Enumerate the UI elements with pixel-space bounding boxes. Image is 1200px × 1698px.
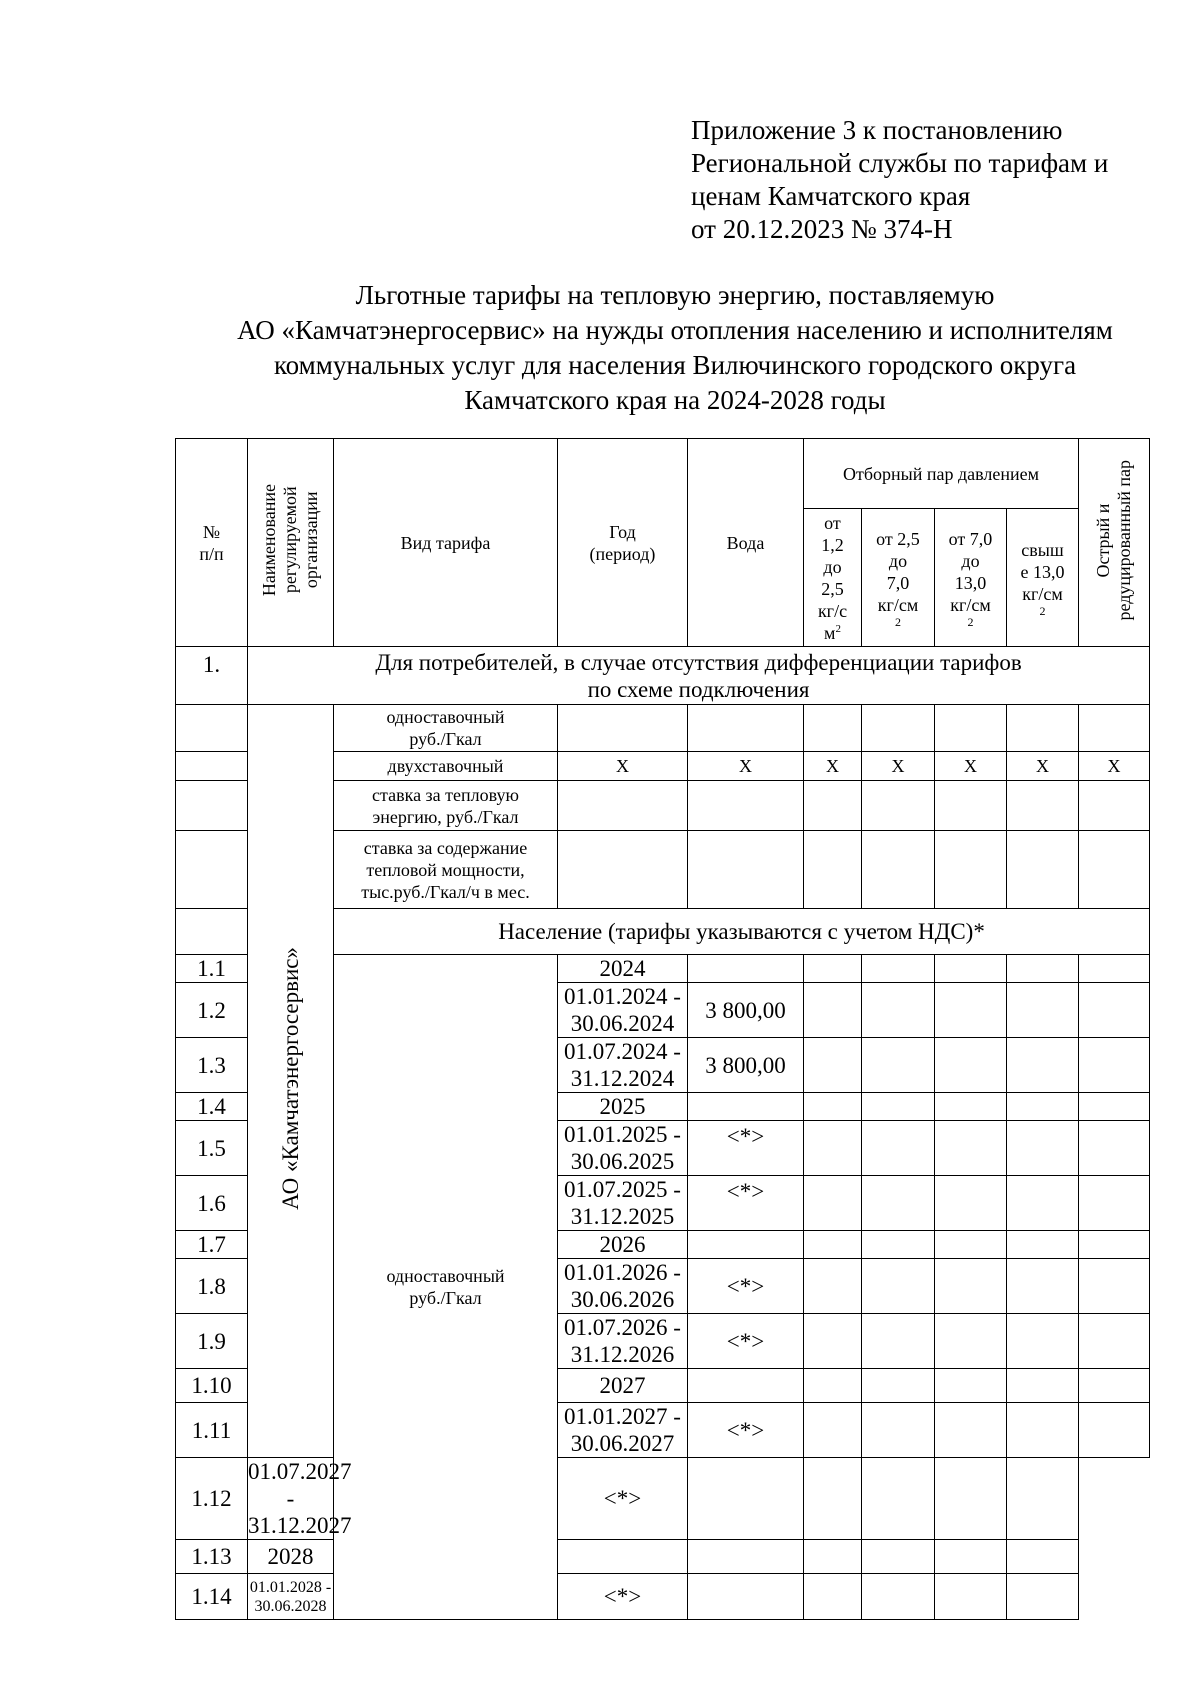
row-num: 1.6 — [176, 1176, 248, 1231]
section-title-line: по схеме подключения — [587, 676, 810, 702]
p2-line: от 2,5 — [876, 528, 920, 549]
row-period — [248, 1458, 352, 1540]
period-line: 31.12.2027 — [248, 1513, 352, 1538]
period-line: 30.06.2025 — [570, 1149, 675, 1174]
row-period: 2027 — [558, 1369, 688, 1403]
tariff-table — [175, 438, 1150, 1620]
row-water — [688, 1231, 804, 1259]
general-row-label — [334, 831, 558, 909]
empty-cell — [1007, 1458, 1079, 1540]
empty-cell — [1079, 983, 1150, 1038]
period-line: 31.12.2026 — [570, 1342, 675, 1367]
p4-sub: 2 — [1039, 603, 1046, 618]
empty-cell — [935, 705, 1007, 752]
header-year-line: (период) — [589, 543, 656, 564]
empty-cell — [1007, 1093, 1079, 1121]
empty-cell — [688, 831, 804, 909]
row-period — [558, 1038, 688, 1093]
header-num — [176, 439, 248, 647]
appendix-block — [691, 114, 1108, 246]
empty-cell — [1007, 1403, 1079, 1458]
empty-cell — [1007, 781, 1079, 831]
row-water — [688, 1369, 804, 1403]
empty-cell — [804, 1259, 862, 1314]
header-sharp-line: Острый и — [1093, 503, 1114, 577]
header-org-text — [259, 484, 322, 596]
row-period: 2026 — [558, 1231, 688, 1259]
empty-cell — [862, 1259, 935, 1314]
empty-cell — [688, 1574, 804, 1620]
general-row-label — [334, 781, 558, 831]
empty-cell — [1007, 831, 1079, 909]
x-mark: X — [804, 752, 862, 781]
label-line: одноставочный — [386, 707, 505, 727]
row-num: 1.8 — [176, 1259, 248, 1314]
empty-cell — [1079, 1231, 1150, 1259]
label-line: энергию, руб./Гкал — [372, 806, 519, 827]
label-line: одноставочный — [386, 1266, 505, 1286]
empty-cell — [804, 1038, 862, 1093]
p3-line: 13,0 — [954, 572, 987, 593]
empty-cell — [935, 1093, 1007, 1121]
organization-name: АО «Камчатэнергосервис» — [277, 947, 303, 1210]
empty-cell — [1079, 831, 1150, 909]
empty-cell — [176, 831, 248, 909]
row-num: 1.2 — [176, 983, 248, 1038]
row-water: 3 800,00 — [688, 1038, 804, 1093]
empty-cell — [935, 781, 1007, 831]
empty-cell — [558, 781, 688, 831]
row-num: 1.11 — [176, 1403, 248, 1458]
period-line: 30.06.2028 — [254, 1597, 327, 1615]
row-period — [558, 1121, 688, 1176]
p2-line: кг/см — [877, 594, 919, 615]
label-line: тепловой мощности, — [366, 859, 525, 880]
empty-cell — [804, 1314, 862, 1369]
empty-cell — [935, 1458, 1007, 1540]
header-org-line: регулируемой — [280, 486, 300, 594]
period-line: 30.06.2024 — [570, 1011, 675, 1036]
x-mark: X — [862, 752, 935, 781]
empty-cell — [804, 1093, 862, 1121]
header-sharp-text — [1093, 460, 1135, 621]
empty-cell — [862, 1369, 935, 1403]
p3-line: до — [961, 550, 980, 571]
p4-line: е 13,0 — [1020, 561, 1065, 582]
population-tariff-type — [334, 955, 558, 1620]
empty-cell — [804, 1231, 862, 1259]
title-line: коммунальных услуг для населения Вилючинского городского округа — [273, 350, 1077, 380]
empty-cell — [935, 1314, 1007, 1369]
empty-cell — [558, 705, 688, 752]
header-org — [248, 439, 334, 647]
empty-cell — [862, 831, 935, 909]
p4-line: свыш — [1021, 539, 1064, 560]
document-title — [175, 278, 1175, 418]
empty-cell — [804, 831, 862, 909]
header-water: Вода — [688, 439, 804, 647]
empty-cell — [1079, 705, 1150, 752]
empty-cell — [1007, 1574, 1079, 1620]
title-line: Льготные тарифы на тепловую энергию, поставляемую — [355, 280, 995, 310]
empty-cell — [935, 955, 1007, 983]
row-num: 1.9 — [176, 1314, 248, 1369]
row-num: 1.14 — [176, 1574, 248, 1620]
empty-cell — [935, 1231, 1007, 1259]
row-num: 1.12 — [176, 1458, 248, 1540]
row-period: 2025 — [558, 1093, 688, 1121]
row-period: 2028 — [248, 1540, 334, 1574]
empty-cell — [935, 1540, 1007, 1574]
row-period — [558, 1314, 688, 1369]
empty-cell — [176, 752, 248, 781]
period-line: 01.07.2027 - — [248, 1459, 352, 1511]
empty-cell — [862, 1540, 935, 1574]
empty-cell — [176, 909, 248, 955]
appendix-line: от 20.12.2023 № 374-Н — [691, 214, 953, 244]
empty-cell — [862, 1403, 935, 1458]
population-heading: Население (тарифы указываются с учетом НДС)* — [334, 909, 1150, 955]
header-pressure-1 — [804, 509, 862, 647]
empty-cell — [804, 955, 862, 983]
title-line: Камчатского края на 2024-2028 годы — [464, 385, 886, 415]
general-row-label — [334, 705, 558, 752]
period-line: 01.01.2028 - — [249, 1578, 332, 1596]
empty-cell — [1079, 1121, 1150, 1176]
p1-sup: 2 — [835, 622, 841, 635]
empty-cell — [862, 955, 935, 983]
empty-cell — [176, 705, 248, 752]
row-num: 1.4 — [176, 1093, 248, 1121]
row-num: 1.13 — [176, 1540, 248, 1574]
header-year-line: Год — [609, 521, 636, 542]
header-sharp-line: редуцированный пар — [1114, 459, 1135, 621]
row-water — [688, 955, 804, 983]
empty-cell — [862, 1176, 935, 1231]
row-water: <*> — [688, 1259, 804, 1314]
p3-line: от 7,0 — [948, 528, 993, 549]
empty-cell — [688, 705, 804, 752]
empty-cell — [804, 1458, 862, 1540]
p4-line: кг/см — [1022, 583, 1063, 604]
period-line: 31.12.2024 — [570, 1066, 675, 1091]
row-water: <*> — [688, 1176, 804, 1231]
empty-cell — [1079, 955, 1150, 983]
row-num: 1.10 — [176, 1369, 248, 1403]
x-mark: X — [935, 752, 1007, 781]
empty-cell — [1007, 955, 1079, 983]
empty-cell — [1007, 983, 1079, 1038]
organization-cell — [248, 705, 334, 1458]
p1-unit: м — [824, 622, 836, 643]
period-line: 01.01.2026 - — [564, 1260, 681, 1285]
p1-line: до — [823, 556, 842, 577]
row-num: 1.7 — [176, 1231, 248, 1259]
empty-cell — [1079, 1369, 1150, 1403]
empty-cell — [1007, 1314, 1079, 1369]
label-line: руб./Гкал — [409, 729, 482, 749]
empty-cell — [176, 781, 248, 831]
general-row-label: двухставочный — [334, 752, 558, 781]
p1-line: 1,2 — [821, 534, 844, 555]
period-line: 01.01.2024 - — [564, 984, 681, 1009]
row-period — [558, 1259, 688, 1314]
empty-cell — [804, 983, 862, 1038]
label-line: ставка за содержание — [363, 837, 528, 858]
period-line: 30.06.2027 — [570, 1431, 675, 1456]
header-sharp-steam — [1079, 439, 1150, 647]
empty-cell — [804, 1540, 862, 1574]
empty-cell — [862, 1314, 935, 1369]
empty-cell — [804, 705, 862, 752]
empty-cell — [1079, 1038, 1150, 1093]
empty-cell — [1007, 1259, 1079, 1314]
x-mark: X — [1079, 752, 1150, 781]
empty-cell — [935, 1259, 1007, 1314]
empty-cell — [688, 1458, 804, 1540]
empty-cell — [688, 781, 804, 831]
section-num: 1. — [176, 647, 248, 705]
row-water: <*> — [688, 1314, 804, 1369]
header-steam: Отборный пар давлением — [804, 439, 1079, 509]
empty-cell — [935, 983, 1007, 1038]
header-pressure-4 — [1007, 509, 1079, 647]
period-line: 01.01.2027 - — [564, 1404, 681, 1429]
p3-sub: 2 — [967, 614, 974, 629]
p1-line — [804, 622, 861, 644]
row-period — [558, 1176, 688, 1231]
p2-line: до — [888, 550, 908, 571]
period-line: 01.01.2025 - — [564, 1122, 681, 1147]
header-tariff-type: Вид тарифа — [334, 439, 558, 647]
empty-cell — [935, 1038, 1007, 1093]
empty-cell — [935, 831, 1007, 909]
period-line: 01.07.2025 - — [564, 1177, 681, 1202]
p1-line: 2,5 — [821, 578, 844, 599]
empty-cell — [862, 1121, 935, 1176]
period-line: 31.12.2025 — [570, 1204, 675, 1229]
p1-line: кг/с — [817, 600, 848, 621]
empty-cell — [935, 1176, 1007, 1231]
row-water: <*> — [558, 1458, 688, 1540]
label-line: ставка за тепловую — [372, 784, 519, 805]
appendix-line: ценам Камчатского края — [691, 181, 971, 211]
empty-cell — [862, 781, 935, 831]
empty-cell — [1079, 1403, 1150, 1458]
appendix-line: Региональной службы по тарифам и — [691, 148, 1109, 178]
empty-cell — [1079, 1176, 1150, 1231]
p3-line: кг/см — [950, 594, 991, 615]
x-mark: X — [688, 752, 804, 781]
appendix-line: Приложение 3 к постановлению — [691, 115, 1063, 145]
row-period: 2024 — [558, 955, 688, 983]
section-title-line: Для потребителей, в случае отсутствия дифференциации тарифов — [375, 649, 1022, 675]
row-period — [558, 983, 688, 1038]
empty-cell — [935, 1369, 1007, 1403]
p2-sub: 2 — [895, 614, 901, 629]
header-pressure-3 — [935, 509, 1007, 647]
empty-cell — [862, 1231, 935, 1259]
row-water: <*> — [688, 1121, 804, 1176]
row-num: 1.1 — [176, 955, 248, 983]
header-org-line: Наименование — [259, 483, 279, 597]
x-mark: X — [558, 752, 688, 781]
empty-cell — [1079, 1093, 1150, 1121]
empty-cell — [804, 1369, 862, 1403]
header-num-line: № — [202, 521, 221, 542]
header-num-line: п/п — [199, 543, 224, 564]
title-line: АО «Камчатэнергосервис» на нужды отопления населению и исполнителям — [237, 315, 1113, 345]
empty-cell — [935, 1121, 1007, 1176]
empty-cell — [804, 1176, 862, 1231]
empty-cell — [862, 1093, 935, 1121]
row-period — [558, 1403, 688, 1458]
empty-cell — [862, 1458, 935, 1540]
empty-cell — [862, 1038, 935, 1093]
row-num: 1.3 — [176, 1038, 248, 1093]
row-water: <*> — [688, 1403, 804, 1458]
row-water — [558, 1540, 688, 1574]
period-line: 01.07.2024 - — [564, 1039, 681, 1064]
row-water: 3 800,00 — [688, 983, 804, 1038]
empty-cell — [804, 1121, 862, 1176]
empty-cell — [1007, 1176, 1079, 1231]
empty-cell — [862, 1574, 935, 1620]
empty-cell — [688, 1540, 804, 1574]
empty-cell — [1007, 1540, 1079, 1574]
empty-cell — [1007, 705, 1079, 752]
empty-cell — [1079, 1314, 1150, 1369]
empty-cell — [935, 1574, 1007, 1620]
section-title — [248, 647, 1150, 705]
empty-cell — [1079, 1259, 1150, 1314]
row-water: <*> — [558, 1574, 688, 1620]
period-line: 01.07.2026 - — [564, 1315, 681, 1340]
p2-line: 7,0 — [886, 572, 910, 593]
empty-cell — [1007, 1121, 1079, 1176]
label-line: руб./Гкал — [409, 1288, 482, 1308]
p1-line: от — [824, 512, 841, 533]
empty-cell — [1007, 1038, 1079, 1093]
header-pressure-2 — [862, 509, 935, 647]
empty-cell — [804, 781, 862, 831]
empty-cell — [804, 1574, 862, 1620]
row-period — [248, 1574, 334, 1620]
header-org-line: организации — [301, 491, 321, 589]
empty-cell — [1007, 1369, 1079, 1403]
empty-cell — [935, 1403, 1007, 1458]
empty-cell — [862, 705, 935, 752]
label-line: тыс.руб./Гкал/ч в мес. — [361, 881, 530, 902]
period-line: 30.06.2026 — [570, 1287, 675, 1312]
empty-cell — [1079, 781, 1150, 831]
empty-cell — [862, 983, 935, 1038]
header-year — [558, 439, 688, 647]
row-num: 1.5 — [176, 1121, 248, 1176]
empty-cell — [558, 831, 688, 909]
x-mark: X — [1007, 752, 1079, 781]
row-water — [688, 1093, 804, 1121]
empty-cell — [804, 1403, 862, 1458]
empty-cell — [1007, 1231, 1079, 1259]
